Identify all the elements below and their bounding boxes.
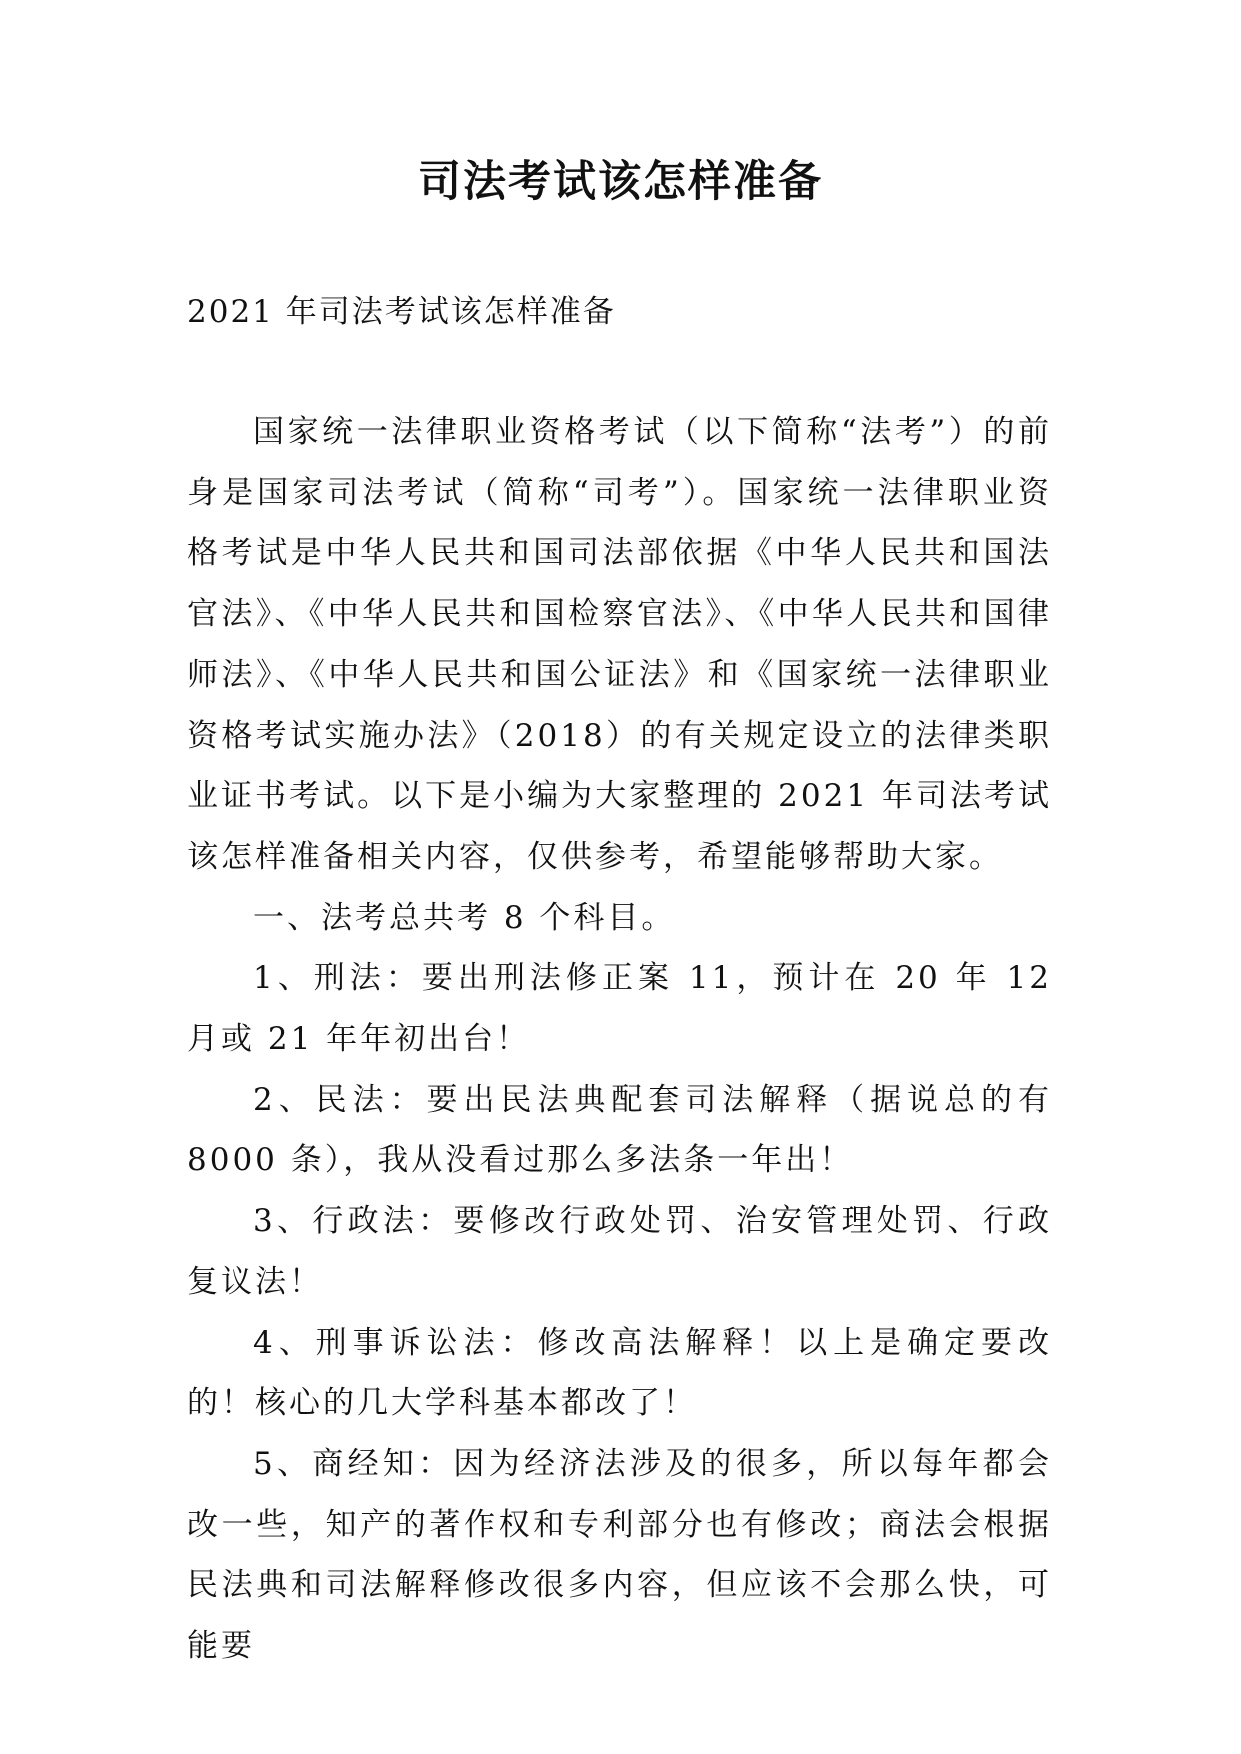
paragraph-subject-count: 一、法考总共考 8 个科目。 [253, 899, 676, 936]
paragraph-intro: 国家统一法律职业资格考试（以下简称“法考”）的前身是国家司法考试（简称“司考”）。国家统一法律职业资格考试是中华人民共和国司法部依据《中华人民共和国法官法》、《中华人民共和国检察官法》、《中华人民共和国律师法》、《中华人民共和国公证法》和《国家统一法律职业资格考试实施办法》（2018）的有关规定设立的法律类职业证书考试。以下是小编为大家整理的 2021 年司法考试该怎样准备相关内容，仅供参考，希望能够帮助大家。 [187, 414, 1052, 875]
document-subtitle: 2021 年司法考试该怎样准备 [187, 294, 616, 330]
paragraph-administrative-law: 3、行政法：要修改行政处罚、治安管理处罚、行政复议法！ [187, 1203, 1052, 1300]
paragraph-commercial-law: 5、商经知：因为经济法涉及的很多，所以每年都会改一些，知产的著作权和专利部分也有修改；商法会根据民法典和司法解释修改很多内容，但应该不会那么快，可能要 [187, 1445, 1052, 1665]
paragraph-criminal-procedure: 4、刑事诉讼法：修改高法解释！以上是确定要改的！核心的几大学科基本都改了！ [187, 1324, 1052, 1422]
paragraph-criminal-law: 1、刑法：要出刑法修正案 11，预计在 20 年 12 月或 21 年年初出台！ [187, 960, 1052, 1058]
document-body [187, 402, 1052, 1677]
document-title: 司法考试该怎样准备 [418, 157, 823, 207]
paragraph-civil-law: 2、民法：要出民法典配套司法解释（据说总的有 8000 条），我从没看过那么多法条一年出！ [187, 1081, 1052, 1179]
